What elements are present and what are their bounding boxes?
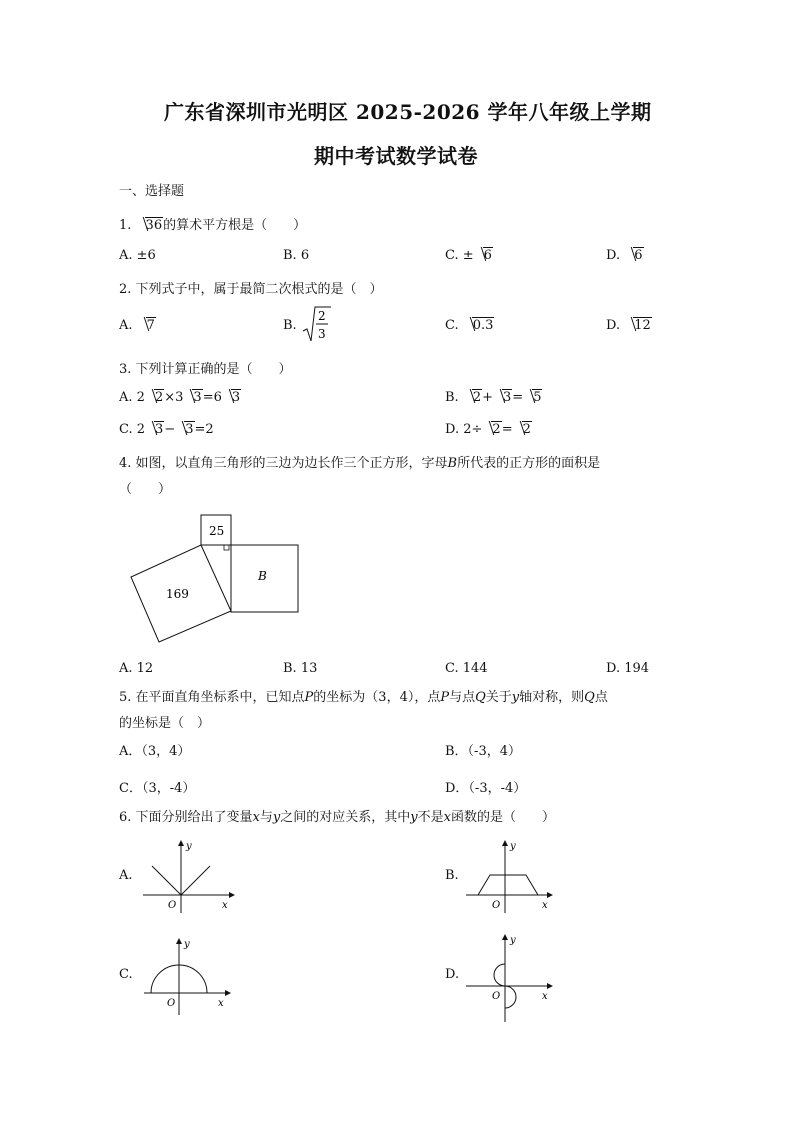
option-label: B. [445, 390, 459, 405]
q6-option-a-label[interactable]: A. [119, 868, 133, 883]
question-4-stem-line2: （ ） [119, 482, 172, 497]
section-label: 一、选择题 [119, 184, 185, 199]
x-axis-label: x [542, 900, 548, 911]
radicand: 2 [472, 390, 482, 405]
y-axis-label: y [510, 935, 516, 946]
q1-option-c[interactable] [445, 248, 493, 263]
q3-option-a[interactable] [119, 390, 241, 405]
q5-option-d[interactable]: D．（-3，-4） [445, 781, 527, 796]
q3-option-b[interactable] [445, 390, 542, 405]
q6-graph-c[interactable] [140, 936, 250, 1016]
q6-graph-a[interactable] [138, 838, 248, 918]
origin-label: O [492, 900, 501, 911]
math-variable: x [443, 810, 451, 825]
left-square-label: 169 [166, 587, 189, 601]
question-text: 的算术平方根是（ ） [163, 218, 307, 233]
q5-option-c[interactable]: C．（3，-4） [119, 781, 196, 796]
expr-part: 2÷ [463, 422, 483, 437]
option-label: C. [119, 422, 133, 437]
q6-option-d-label[interactable]: D. [445, 967, 460, 982]
option-label: A. [119, 390, 133, 405]
question-text: 所代表的正方形的面积是 [457, 456, 601, 471]
right-angle-mark [224, 545, 229, 550]
radical [463, 390, 482, 405]
math-variable: y [272, 810, 281, 825]
origin-label: O [492, 991, 501, 1002]
math-variable: y [511, 690, 520, 705]
question-text: 4. 如图，以直角三角形的三边为边长作三个正方形，字母 [119, 456, 448, 471]
y-axis-label: y [184, 939, 190, 950]
option-label: D. [606, 248, 621, 263]
q1-option-a[interactable]: A. ±6 [119, 248, 156, 263]
x-axis-label: x [222, 900, 228, 911]
q1-option-d[interactable] [606, 248, 644, 263]
page-title-line2: 期中考试数学试卷 [314, 144, 478, 168]
question-text: 关于 [485, 690, 512, 705]
question-text: 点 [594, 690, 608, 705]
radicand: 3 [193, 390, 202, 405]
q4-option-d[interactable]: D. 194 [606, 661, 650, 676]
radical [137, 318, 156, 333]
question-text: 函数的是（ ） [451, 810, 556, 825]
x-axis-label: x [542, 991, 548, 1002]
radical [513, 422, 532, 437]
q4-option-c[interactable]: C. 144 [445, 661, 488, 676]
question-text: 之间的对应关系，其中 [280, 810, 411, 825]
expr-part: + [482, 390, 494, 405]
origin-label: O [167, 998, 176, 1009]
q6-option-b-label[interactable]: B. [445, 868, 459, 883]
q2-option-b[interactable] [283, 318, 297, 333]
option-label: C. ± [445, 248, 474, 263]
math-variable: x [252, 810, 260, 825]
q2-option-c[interactable] [445, 318, 494, 333]
expr-part: ×3 [164, 390, 184, 405]
question-text: 与 [259, 810, 273, 825]
trapezoid-graph [478, 875, 538, 895]
radical [145, 390, 164, 405]
question-5-stem-line1 [119, 686, 608, 705]
y-axis-label: y [510, 841, 516, 852]
expr-part: − [164, 422, 176, 437]
right-square-label: B [258, 569, 267, 583]
lower-curve [505, 986, 516, 1008]
radical [136, 218, 164, 233]
radical [624, 318, 652, 333]
q4-option-a[interactable]: A. 12 [119, 661, 154, 676]
radical [624, 248, 643, 263]
q2-option-b-fraction-radical [301, 305, 331, 345]
radicand: 7 [146, 318, 155, 333]
q3-option-c[interactable] [119, 422, 214, 437]
radical [482, 422, 501, 437]
math-variable: P [440, 690, 450, 705]
option-label: D. [445, 422, 460, 437]
expr-part: = [512, 390, 524, 405]
math-variable: y [410, 810, 418, 825]
question-text: 不是 [417, 810, 444, 825]
question-4-stem-line1 [119, 452, 600, 471]
question-1-stem [119, 214, 306, 233]
question-text: 轴对称，则 [519, 690, 585, 705]
q1-option-b[interactable]: B. 6 [283, 248, 310, 263]
q5-option-b[interactable]: B．（-3，4） [445, 744, 521, 759]
radicand: 36 [145, 218, 163, 233]
q6-option-c-label[interactable]: C. [119, 967, 133, 982]
expr-part: = [501, 422, 513, 437]
radicand: 12 [634, 318, 651, 333]
radicand: 0.3 [472, 318, 494, 333]
q6-graph-b[interactable] [462, 838, 572, 918]
expr-part: 2 [136, 422, 146, 437]
fraction-numerator: 2 [318, 309, 326, 323]
radicand: 5 [533, 390, 542, 405]
question-2-stem: 2. 下列式子中，属于最简二次根式的是（ ） [119, 282, 383, 297]
radicand: 6 [634, 248, 643, 263]
question-text: 与点 [449, 690, 476, 705]
radicand: 2 [492, 422, 501, 437]
radicand: 6 [483, 248, 492, 263]
q4-option-b[interactable]: B. 13 [283, 661, 318, 676]
graph-line-right [181, 866, 210, 895]
upper-curve [494, 964, 505, 986]
radical [493, 390, 512, 405]
x-axis-label: x [218, 998, 224, 1009]
question-text: 5. 在平面直角坐标系中，已知点 [119, 690, 305, 705]
origin-label: O [168, 900, 177, 911]
radicand: 2 [522, 422, 531, 437]
radical [145, 422, 164, 437]
radical [175, 422, 194, 437]
question-6-stem [119, 806, 555, 825]
option-label: D. [606, 318, 621, 333]
radical [463, 318, 495, 333]
expr-part: =6 [202, 390, 222, 405]
option-label: A. [119, 318, 133, 333]
radicand: 2 [154, 390, 164, 405]
q2-option-d[interactable] [606, 318, 652, 333]
math-variable: P [304, 690, 314, 705]
radicand: 3 [155, 422, 164, 437]
radical [183, 390, 202, 405]
q4-squares-figure [125, 508, 325, 658]
option-label: B. [283, 318, 297, 333]
y-axis-label: y [186, 841, 192, 852]
q6-graph-d[interactable] [462, 932, 572, 1024]
math-variable: Q [475, 690, 486, 705]
radicand: 3 [185, 422, 194, 437]
math-variable: B [447, 456, 458, 471]
question-text: 的坐标为（3，4），点 [313, 690, 441, 705]
radicand: 3 [231, 390, 241, 405]
expr-part: 2 [136, 390, 145, 405]
q2-option-a[interactable] [119, 318, 156, 333]
question-text: 6. 下面分别给出了变量 [119, 810, 253, 825]
question-5-stem-line2: 的坐标是（ ） [119, 716, 211, 731]
question-3-stem: 3. 下列计算正确的是（ ） [119, 362, 292, 377]
graph-line-left [152, 866, 181, 895]
q3-option-d[interactable] [445, 422, 532, 437]
fraction-denominator: 3 [318, 327, 326, 341]
expr-part: =2 [194, 422, 214, 437]
option-label: C. [445, 318, 459, 333]
question-number: 1. [119, 218, 132, 233]
radical [474, 248, 493, 263]
radical [523, 390, 542, 405]
radical [222, 390, 241, 405]
q5-option-a[interactable]: A．（3，4） [119, 744, 191, 759]
small-square-label: 25 [209, 524, 225, 538]
math-variable: Q [584, 690, 595, 705]
page-title-line1: 广东省深圳市光明区 2025-2026 学年八年级上学期 [164, 100, 652, 124]
radicand: 3 [503, 390, 512, 405]
